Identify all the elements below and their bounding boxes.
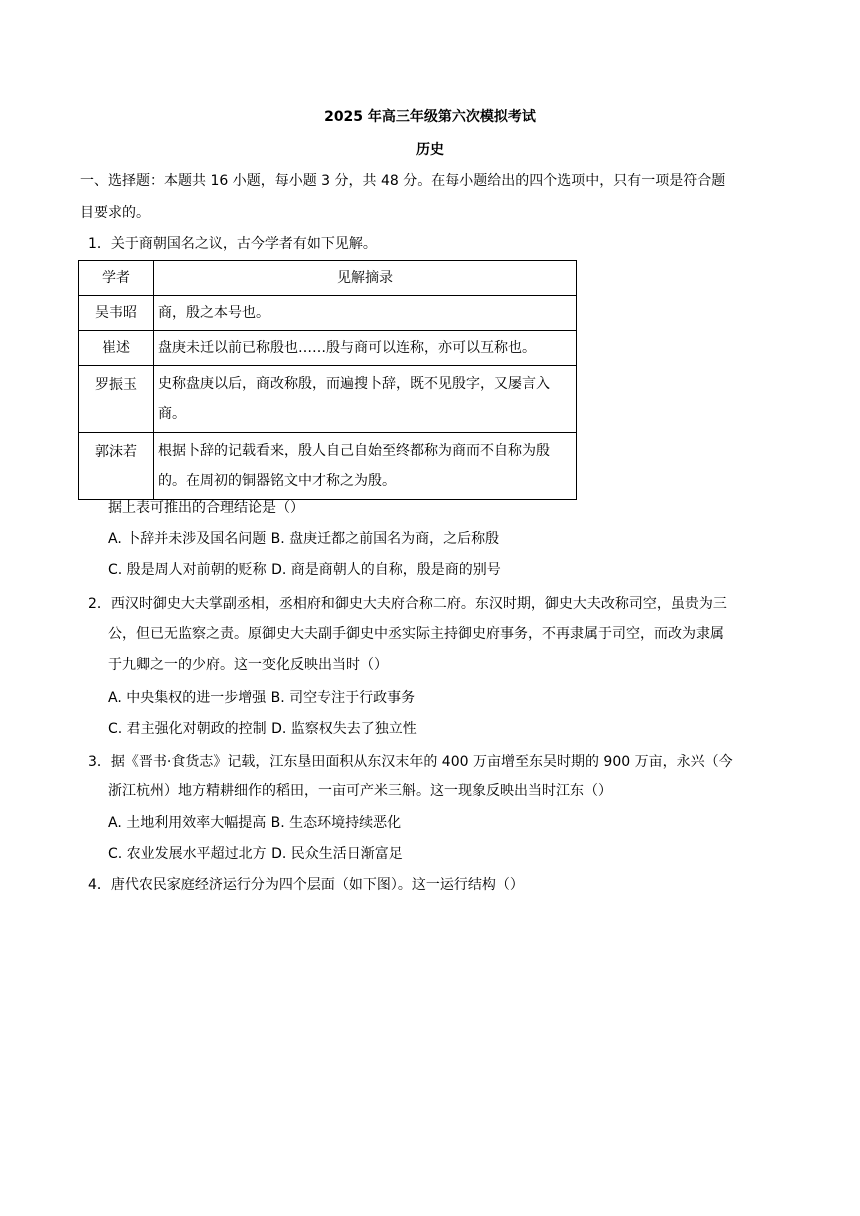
scholar-name: 郭沫若 (79, 433, 154, 500)
question-2-line-1: 2．西汉时御史大夫掌副丞相，丞相府和御史大夫府合称二府。东汉时期，御史大夫改称司空，虽贵为三 (88, 596, 727, 612)
exam-title: 2025 年高三年级第六次模拟考试 (324, 109, 536, 125)
section-instructions-line-1: 一、选择题：本题共 16 小题，每小题 3 分，共 48 分。在每小题给出的四个选项中，只有一项是符合题 (80, 173, 726, 189)
scholar-view: 盘庚未迁以前已称殷也……殷与商可以连称，亦可以互称也。 (154, 331, 577, 366)
question-4-line-1: 4．唐代农民家庭经济运行分为四个层面（如下图）。这一运行结构（） (88, 877, 524, 893)
question-3-line-2: 浙江杭州）地方精耕细作的稻田，一亩可产米三斛。这一现象反映出当时江东（） (108, 783, 612, 799)
question-3-options-cd: C. 农业发展水平超过北方 D. 民众生活日渐富足 (108, 846, 403, 862)
question-3-options-ab: A. 土地利用效率大幅提高 B. 生态环境持续恶化 (108, 815, 402, 831)
table-row (79, 366, 577, 433)
table-header-row (79, 261, 577, 296)
question-3-line-1: 3．据《晋书·食货志》记载，江东垦田面积从东汉末年的 400 万亩增至东吴时期的 900 万亩，永兴（今 (88, 754, 733, 770)
question-1-prompt: 据上表可推出的合理结论是（） (108, 500, 304, 516)
question-1-options-ab: A. 卜辞并未涉及国名问题 B. 盘庚迁都之前国名为商，之后称殷 (108, 531, 500, 547)
question-2-line-3: 于九卿之一的少府。这一变化反映出当时（） (108, 657, 388, 673)
question-2-options-ab: A. 中央集权的进一步增强 B. 司空专注于行政事务 (108, 690, 416, 706)
table-row (79, 433, 577, 500)
section-instructions-line-2: 目要求的。 (80, 205, 150, 221)
question-1-stem: 1．关于商朝国名之议，古今学者有如下见解。 (88, 236, 377, 252)
scholar-name: 罗振玉 (79, 366, 154, 433)
table-row (79, 331, 577, 366)
scholar-view: 商，殷之本号也。 (154, 296, 577, 331)
question-2-line-2: 公，但已无监察之责。原御史大夫副手御史中丞实际主持御史府事务，不再隶属于司空，而改为隶属 (108, 626, 724, 642)
table-header-view: 见解摘录 (154, 261, 577, 296)
scholar-view: 根据卜辞的记载看来，殷人自己自始至终都称为商而不自称为殷的。在周初的铜器铭文中才称之为殷。 (154, 433, 577, 500)
scholar-name: 吴韦昭 (79, 296, 154, 331)
subject-title: 历史 (416, 142, 444, 158)
table-header-scholar: 学者 (79, 261, 154, 296)
scholar-view: 史称盘庚以后，商改称殷，而遍搜卜辞，既不见殷字，又屡言入商。 (154, 366, 577, 433)
question-1-options-cd: C. 殷是周人对前朝的贬称 D. 商是商朝人的自称，殷是商的别号 (108, 562, 501, 578)
table-row (79, 296, 577, 331)
question-2-options-cd: C. 君主强化对朝政的控制 D. 监察权失去了独立性 (108, 721, 417, 737)
scholar-views-table (78, 260, 577, 500)
scholar-name: 崔述 (79, 331, 154, 366)
